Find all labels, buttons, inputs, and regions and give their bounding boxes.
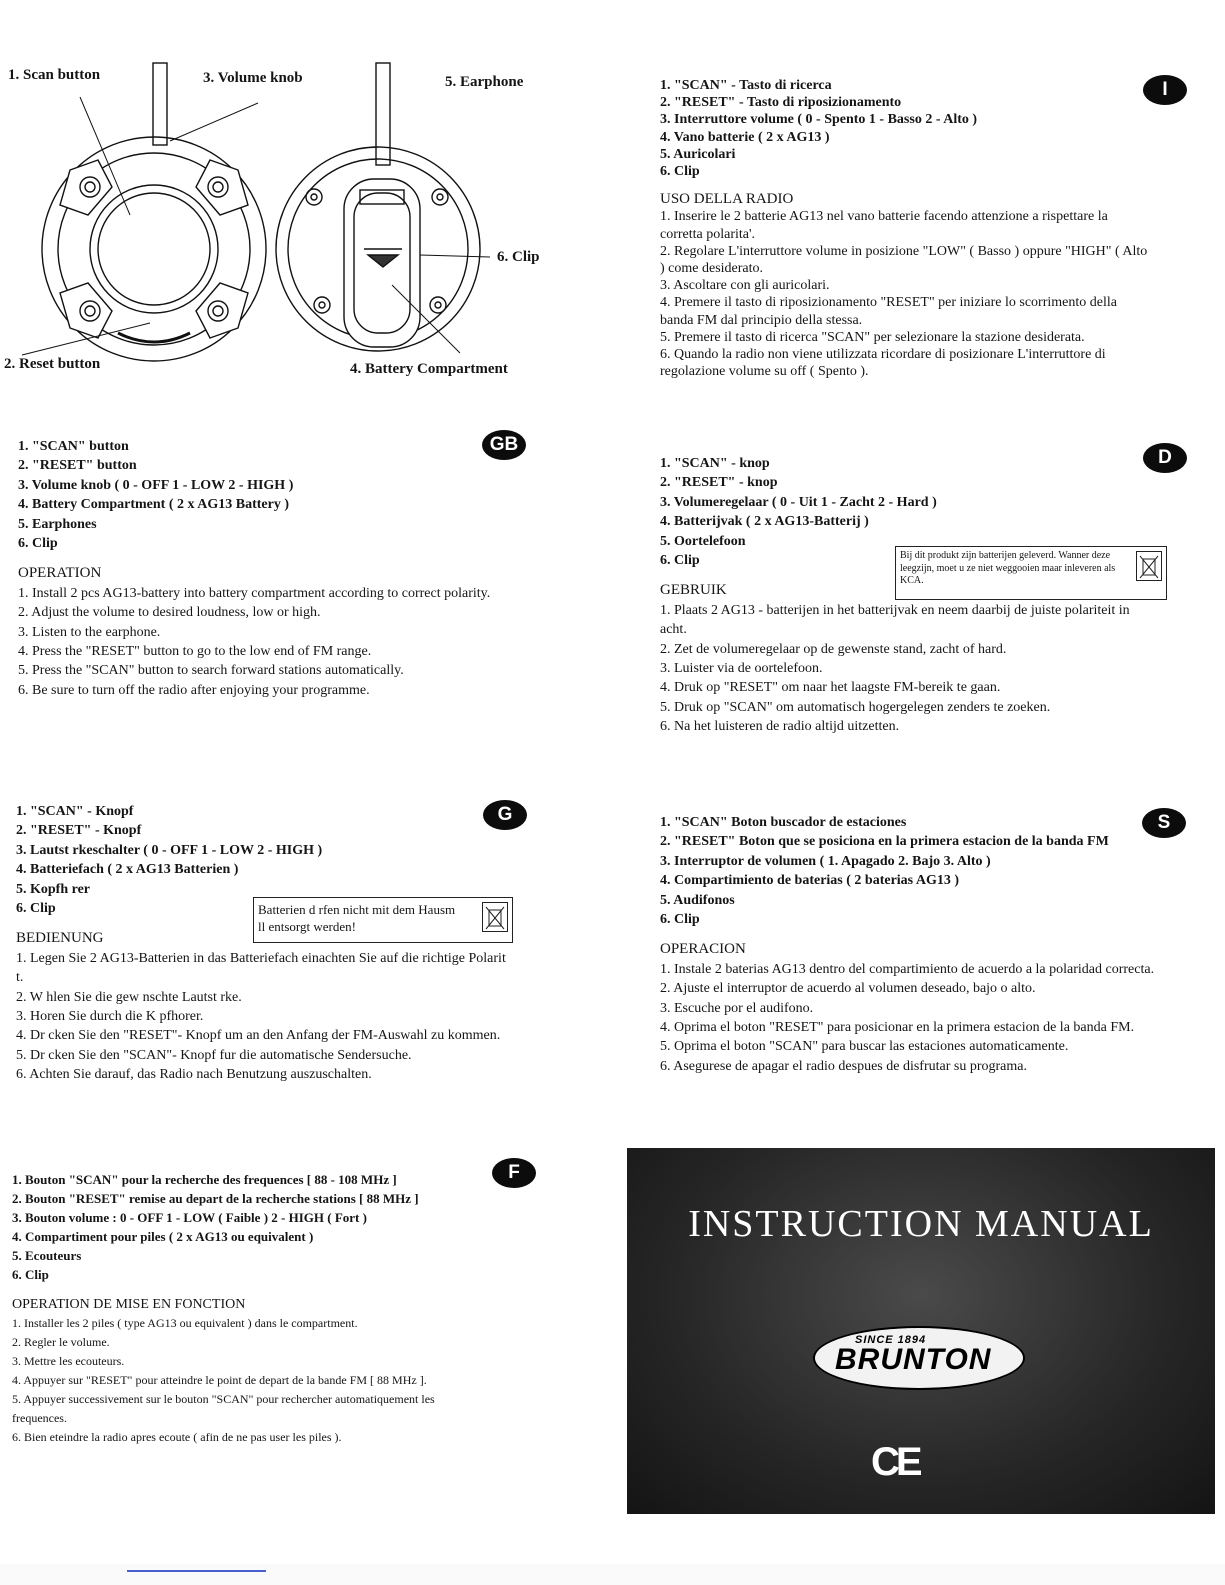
step-item: 1. Installer les 2 piles ( type AG13 ou equivalent ) dans le compartment.: [12, 1316, 358, 1330]
part-item: 1. "SCAN" - Tasto di ricerca: [660, 78, 832, 93]
step-item: 1. Plaats 2 AG13 - batterijen in het batterijvak en neem daarbij de juiste polariteit in acht.: [660, 602, 1130, 638]
part-item: 5. Audifonos: [660, 892, 735, 908]
section-heading: GEBRUIK: [660, 582, 727, 599]
part-item: 5. Auricolari: [660, 146, 736, 162]
step-item: 6. Be sure to turn off the radio after enjoying your programme.: [18, 682, 370, 698]
logo-brand: BRUNTON: [835, 1343, 992, 1376]
steps-list: [660, 601, 1150, 737]
step-item: 1. Instale 2 baterias AG13 dentro del compartimiento de acuerdo a la polaridad correcta.: [660, 961, 1155, 977]
part-item: 3. Volumeregelaar ( 0 - Uit 1 - Zacht 2 - Hard ): [660, 494, 937, 510]
part-item: 3. Interruptor de volumen ( 1. Apagado 2. Bajo 3. Alto ): [660, 853, 991, 869]
part-item: 1. Bouton "SCAN" pour la recherche des frequences [ 88 - 108 MHz ]: [12, 1172, 397, 1187]
language-badge-f: F: [492, 1158, 536, 1188]
step-item: 3. Listen to the earphone.: [18, 624, 161, 640]
step-item: 5. Appuyer successivement sur le bouton "SCAN" pour rechercher automatiquement les frequences.: [12, 1392, 435, 1425]
label-clip: 6. Clip: [497, 249, 540, 265]
section-italian: [660, 77, 1150, 380]
part-item: 3. Bouton volume : 0 - OFF 1 - LOW ( Faible ) 2 - HIGH ( Fort ): [12, 1210, 367, 1225]
steps-list: [660, 208, 1150, 380]
step-item: 4. Oprima el boton "RESET" para posicionar en la primera estacion de la banda FM.: [660, 1020, 1135, 1036]
label-scan-button: 1. Scan button: [8, 67, 101, 83]
parts-list: [12, 1170, 512, 1284]
language-badge-gb: GB: [482, 430, 526, 460]
step-item: 6. Bien eteindre la radio apres ecoute ( afin de ne pas user les piles ).: [12, 1430, 342, 1444]
part-item: 1. "SCAN" - knop: [660, 456, 770, 471]
logo-since: SINCE 1894: [855, 1334, 927, 1346]
step-item: 6. Achten Sie darauf, das Radio nach Benutzung auszuschalten.: [16, 1067, 372, 1083]
step-item: 5. Druk op "SCAN" om automatisch hogergelegen zenders te zoeken.: [660, 699, 1051, 715]
step-item: 2. Regler le volume.: [12, 1335, 110, 1349]
part-item: 4. Compartiment pour piles ( 2 x AG13 ou equivalent ): [12, 1229, 314, 1244]
step-item: 5. Dr cken Sie den "SCAN"- Knopf fur die automatische Sendersuche.: [16, 1047, 412, 1063]
label-volume-knob: 3. Volume knob: [203, 70, 303, 86]
step-item: 1. Install 2 pcs AG13-battery into battery compartment according to correct polarity.: [18, 585, 491, 601]
part-item: 1. "SCAN" button: [18, 439, 129, 454]
label-earphone: 5. Earphone: [445, 74, 524, 90]
crossed-bin-icon: [482, 902, 508, 932]
part-item: 3. Interruttore volume ( 0 - Spento 1 - Basso 2 - Alto ): [660, 112, 978, 128]
front-antenna: [153, 63, 167, 145]
language-badge-d: D: [1143, 443, 1187, 473]
section-heading: USO DELLA RADIO: [660, 191, 794, 208]
section-heading: OPERATION DE MISE EN FONCTION: [12, 1297, 246, 1312]
step-item: 2. Ajuste el interruptor de acuerdo al volumen deseado, bajo o alto.: [660, 981, 1036, 997]
step-item: 3. Luister via de oortelefoon.: [660, 661, 823, 677]
part-item: 1. "SCAN" Boton buscador de estaciones: [660, 815, 907, 830]
label-battery-compartment: 4. Battery Compartment: [350, 361, 508, 377]
back-antenna: [376, 63, 390, 165]
language-badge-s: S: [1142, 808, 1186, 838]
step-item: 6. Na het luisteren de radio altijd uitzetten.: [660, 719, 900, 735]
part-item: 4. Compartimiento de baterias ( 2 baterias AG13 ): [660, 873, 960, 889]
step-item: 1. Inserire le 2 batterie AG13 nel vano batterie facendo attenzione a rispettare la corretta polarita'.: [660, 209, 1108, 242]
scan-artifact-line: [127, 1570, 266, 1572]
part-item: 2. "RESET" button: [18, 458, 137, 474]
part-item: 2. "RESET" - knop: [660, 475, 778, 491]
parts-list: [660, 77, 1150, 180]
part-item: 6. Clip: [18, 536, 58, 552]
part-item: 4. Batteriefach ( 2 x AG13 Batterien ): [16, 862, 239, 878]
part-item: 2. "RESET" - Tasto di riposizionamento: [660, 95, 902, 111]
steps-list: [18, 584, 508, 700]
step-item: 3. Escuche por el audifono.: [660, 1000, 814, 1016]
step-item: 2. W hlen Sie die gew nschte Lautst rke.: [16, 989, 242, 1005]
step-item: 2. Regolare L'interruttore volume in posizione "LOW" ( Basso ) oppure "HIGH" ( Alto ) come desiderato.: [660, 243, 1148, 277]
step-item: 6. Quando la radio non viene utilizzata ricordare di posizionare L'interruttore di regolazione volume su off ( Spento ).: [660, 347, 1106, 380]
part-item: 3. Lautst rkeschalter ( 0 - OFF 1 - LOW 2 - HIGH ): [16, 842, 323, 858]
step-item: 4. Druk op "RESET" om naar het laagste FM-bereik te gaan.: [660, 680, 1001, 696]
part-item: 5. Oortelefoon: [660, 533, 746, 549]
part-item: 4. Battery Compartment ( 2 x AG13 Battery ): [18, 497, 289, 513]
brunton-logo: [813, 1326, 1025, 1390]
part-item: 2. "RESET" - Knopf: [16, 823, 142, 839]
label-reset-button: 2. Reset button: [4, 356, 101, 372]
section-spanish: [660, 813, 1160, 1076]
ce-mark: CE: [871, 1440, 919, 1484]
step-item: 5. Premere il tasto di ricerca "SCAN" per selezionare la stazione desiderata.: [660, 329, 1085, 345]
part-item: 4. Vano batterie ( 2 x AG13 ): [660, 129, 830, 145]
part-item: 6. Clip: [16, 901, 56, 917]
step-item: 3. Horen Sie durch die K pfhorer.: [16, 1009, 204, 1025]
step-item: 2. Adjust the volume to desired loudness, low or high.: [18, 605, 321, 621]
part-item: 6. Clip: [12, 1267, 49, 1282]
crossed-bin-icon: [1136, 551, 1162, 581]
parts-list: [660, 813, 1160, 929]
section-french: [12, 1170, 512, 1447]
step-item: 5. Press the "SCAN" button to search forward stations automatically.: [18, 663, 404, 679]
part-item: 6. Clip: [660, 912, 700, 928]
radio-diagram-illustration: [0, 55, 560, 385]
part-item: 2. "RESET" Boton que se posiciona en la primera estacion de la banda FM: [660, 834, 1109, 850]
steps-list: [12, 1314, 452, 1447]
disposal-note-dutch: [895, 546, 1167, 600]
section-heading: OPERACION: [660, 941, 746, 958]
disposal-note-text: Batterien d rfen nicht mit dem Hausm ll entsorgt werden!: [258, 902, 456, 934]
part-item: 6. Clip: [660, 164, 700, 180]
step-item: 2. Zet de volumeregelaar op de gewenste stand, zacht of hard.: [660, 641, 1007, 657]
parts-list: [18, 437, 508, 553]
page-fold-strip: [0, 1564, 1225, 1585]
cover-title: INSTRUCTION MANUAL: [688, 1203, 1154, 1245]
step-item: 5. Oprima el boton "SCAN" para buscar las estaciones automaticamente.: [660, 1039, 1069, 1055]
step-item: 6. Asegurese de apagar el radio despues de disfrutar su programa.: [660, 1058, 1027, 1074]
part-item: 3. Volume knob ( 0 - OFF 1 - LOW 2 - HIGH ): [18, 477, 294, 493]
step-item: 4. Appuyer sur "RESET" pour atteindre le point de depart de la bande FM [ 88 MHz ].: [12, 1373, 427, 1387]
disposal-note-german: [253, 897, 513, 943]
part-item: 5. Earphones: [18, 516, 97, 532]
language-badge-g: G: [483, 800, 527, 830]
steps-list: [16, 949, 511, 1085]
section-heading: BEDIENUNG: [16, 930, 104, 947]
section-heading: OPERATION: [18, 565, 102, 582]
step-item: 4. Premere il tasto di riposizionamento "RESET" per iniziare lo scorrimento della banda FM dal principio della stessa.: [660, 295, 1117, 328]
step-item: 1. Legen Sie 2 AG13-Batterien in das Batteriefach einachten Sie auf die richtige Polarit t.: [16, 950, 506, 986]
section-english: [18, 437, 508, 700]
part-item: 4. Batterijvak ( 2 x AG13-Batterij ): [660, 514, 869, 530]
language-badge-i: I: [1143, 75, 1187, 105]
step-item: 4. Dr cken Sie den "RESET"- Knopf um an den Anfang der FM-Auswahl zu kommen.: [16, 1028, 501, 1044]
disposal-note-text: Bij dit produkt zijn batterijen geleverd. Wanner deze leegzijn, moet u ze niet weggooien maar inleveren als KCA.: [900, 550, 1116, 586]
part-item: 5. Ecouteurs: [12, 1248, 82, 1263]
section-german: [16, 802, 511, 1085]
part-item: 6. Clip: [660, 553, 700, 569]
part-item: 2. Bouton "RESET" remise au depart de la recherche stations [ 88 MHz ]: [12, 1191, 419, 1206]
part-item: 5. Kopfh rer: [16, 881, 91, 897]
manual-cover: [627, 1148, 1215, 1514]
steps-list: [660, 960, 1160, 1076]
front-dial: [90, 185, 218, 313]
part-item: 1. "SCAN" - Knopf: [16, 804, 134, 819]
step-item: 3. Ascoltare con gli auricolari.: [660, 278, 830, 294]
step-item: 3. Mettre les ecouteurs.: [12, 1354, 125, 1368]
step-item: 4. Press the "RESET" button to go to the low end of FM range.: [18, 644, 372, 660]
